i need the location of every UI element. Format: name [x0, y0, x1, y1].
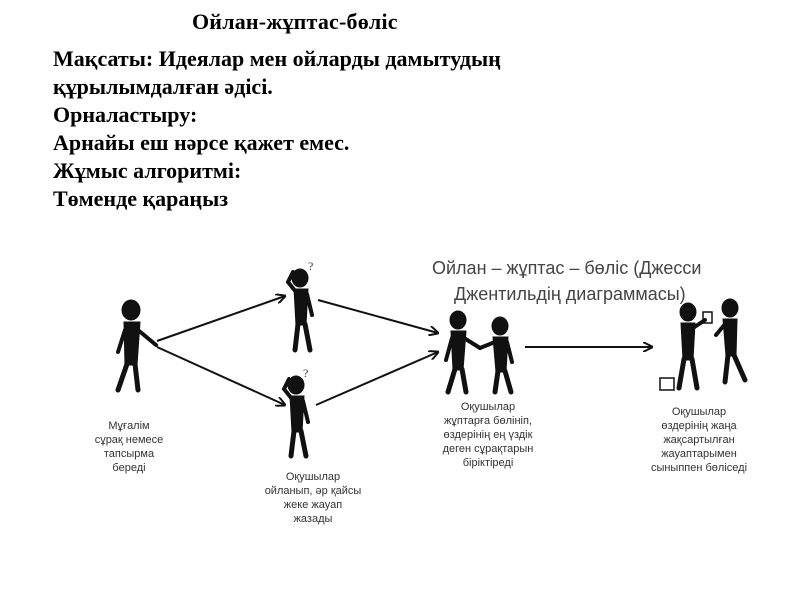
arrow-bottom-to-pair [316, 352, 438, 405]
caption-pair: Оқушылар жұптарға бөлініп, өздерінің ең үздік деген сұрақтарын біріктіреді [442, 401, 534, 469]
question-mark-bottom: ? [303, 366, 309, 380]
students-pair-figures [446, 311, 512, 392]
caption-think: Оқушылар ойланып, әр қайсы жеке жауап жазады [264, 471, 362, 525]
arrow-teacher-to-top [157, 296, 285, 341]
question-mark-top: ? [308, 259, 314, 273]
diagram-title-line1: Ойлан – жұптас – бөліс (Джесси [432, 258, 702, 278]
students-share-figures [660, 299, 745, 390]
student-thinking-figure-bottom [284, 376, 308, 456]
diagram-title-line2: Джентильдің диаграммасы) [454, 284, 686, 304]
arrow-teacher-to-bottom [157, 347, 285, 405]
placement-text: Арнайы еш нәрсе қажет емес. [53, 130, 350, 155]
arrow-top-to-pair [318, 300, 438, 333]
diagram-title [432, 255, 732, 307]
student-thinking-figure-top [288, 269, 312, 350]
goal-line: Мақсаты: Идеялар мен ойларды дамытудың [53, 46, 501, 71]
algorithm-heading: Жұмыс алгоритмі: [53, 158, 242, 183]
goal-line-cont: құрылымдалған әдісі. [53, 74, 273, 99]
teacher-figure [118, 300, 156, 390]
algorithm-text: Төменде қараңыз [53, 186, 229, 211]
caption-share: Оқушылар өздерінің жаңа жақсартылған жауаптарымен сыныппен бөліседі [650, 406, 748, 474]
caption-teacher: Мұғалім сұрақ немесе тапсырма береді [94, 420, 164, 474]
page-title: Ойлан-жұптас-бөліс [192, 9, 398, 34]
placement-heading: Орналастыру: [53, 102, 198, 127]
